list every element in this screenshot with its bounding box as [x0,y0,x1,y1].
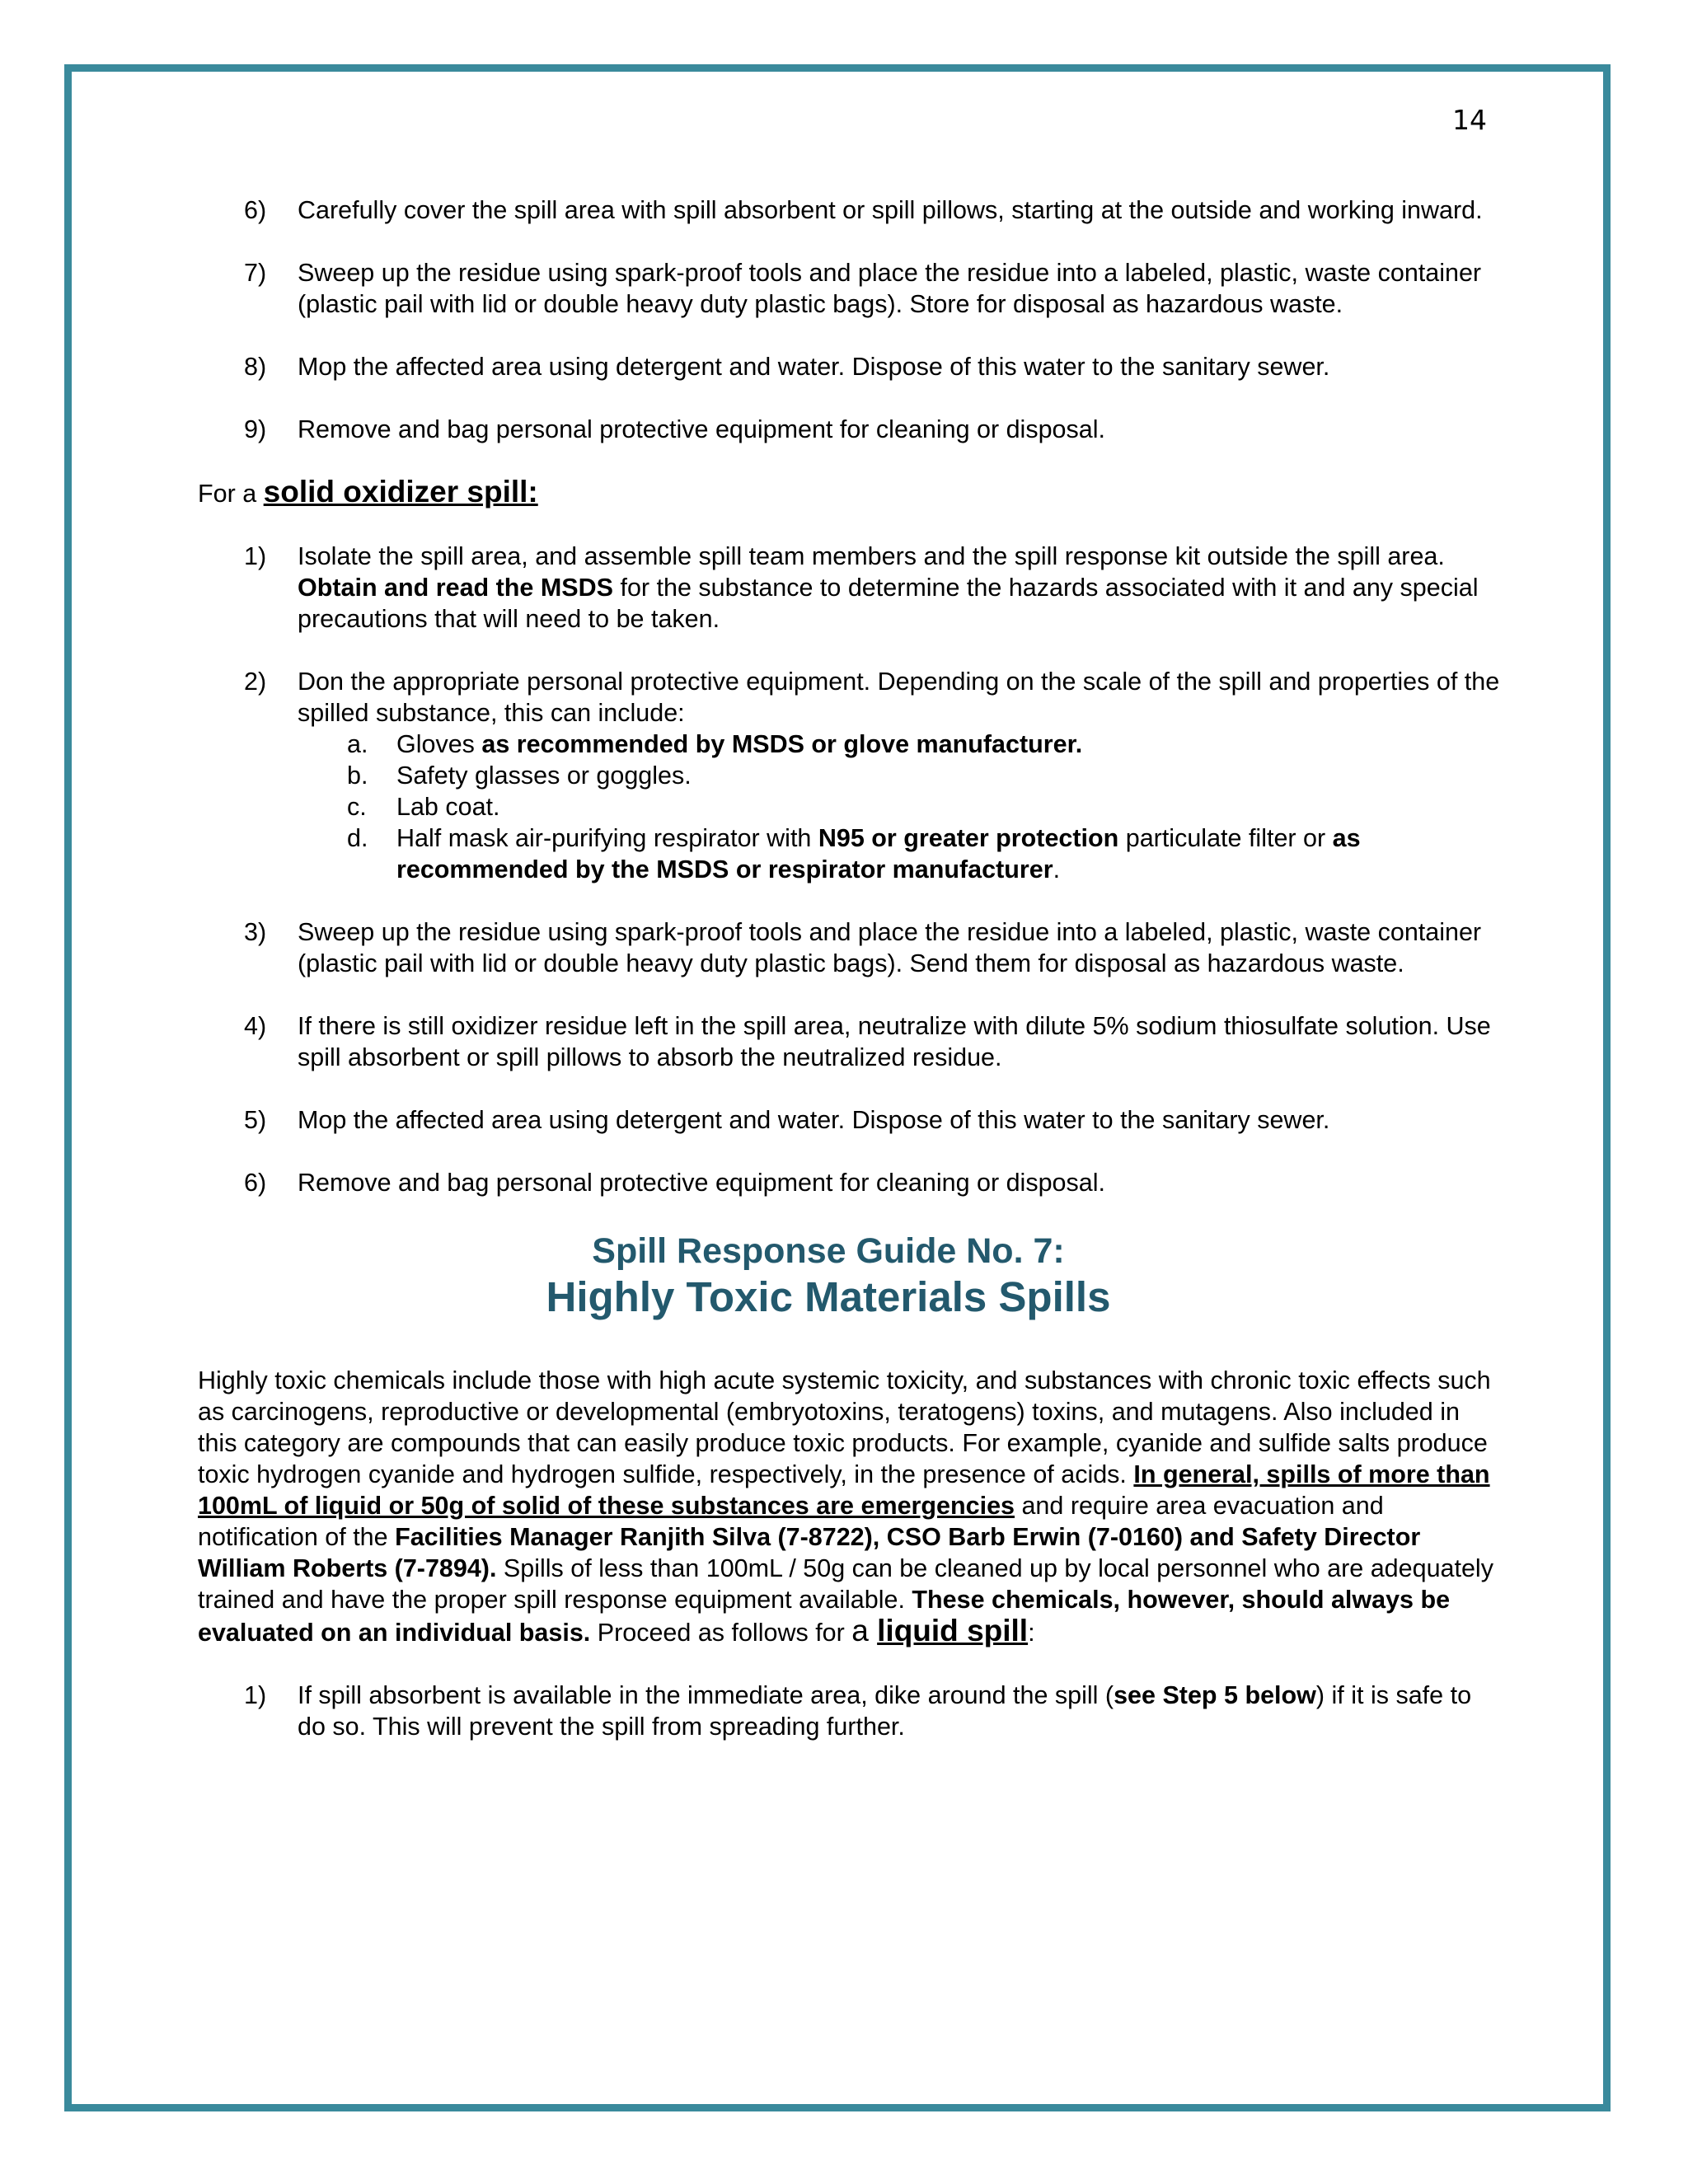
solid-oxidizer-spill-label: solid oxidizer spill: [263,475,538,509]
sublist-text: Lab coat. [396,793,500,821]
liquid-spill-steps [198,1680,1500,1742]
step-text: ) if it is safe to do so. This will prevent the spill from spreading further. [298,1681,1472,1741]
list-item [198,1010,1500,1073]
sublist-item [298,823,1500,885]
contacts-text: Facilities Manager Ranjith Silva (7-8722), CSO Barb Erwin (7-0160) and Safety Director William Roberts (7-7894). [198,1523,1421,1582]
sublist-text: Gloves [396,730,482,758]
step-text: Carefully cover the spill area with spill absorbent or spill pillows, starting at the outside and working inward. [298,196,1483,224]
sublist-item [298,729,1500,760]
step-number: 9) [244,415,267,443]
list-item [198,194,1500,226]
step-text: for the substance to determine the hazards associated with it and any special precautions that will need to be taken. [298,574,1479,633]
guide-title: Highly Toxic Materials Spills [546,1273,1111,1320]
list-item [198,1104,1500,1136]
sublist-text-bold: as recommended by MSDS or glove manufacturer. [481,730,1083,758]
emergency-threshold-text: In general, spills of more than 100mL of liquid or 50g of solid of these substances are emergencies [198,1460,1490,1520]
step-text: If spill absorbent is available in the immediate area, dike around the spill ( [298,1681,1114,1709]
sublist-letter: d. [347,824,368,852]
sublist-text-bold: N95 or greater protection [818,824,1119,852]
solid-oxidizer-steps [198,541,1500,1198]
page-number: 14 [1452,104,1487,136]
step-text: Remove and bag personal protective equipment for cleaning or disposal. [298,1169,1105,1197]
sublist-letter: b. [347,762,368,790]
step-text: Sweep up the residue using spark-proof tools and place the residue into a labeled, plastic, waste container (plastic pail with lid or double heavy duty plastic bags). Send them for disposal as hazardous waste. [298,918,1482,977]
step-text: Isolate the spill area, and assemble spill team members and the spill response kit outside the spill area. [298,542,1445,570]
paragraph-text: and require area evacuation and notification of the [198,1492,1384,1551]
step-number: 6) [244,1169,267,1197]
step-number: 3) [244,918,267,946]
sublist-item [298,760,1500,791]
paragraph-text: Spills of less than 100mL / 50g can be cleaned up by local personnel who are adequately trained and have the proper spill response equipment available. [198,1554,1493,1614]
step-number: 1) [244,1681,267,1709]
step-number: 5) [244,1106,267,1134]
toxic-materials-paragraph [198,1365,1500,1648]
step-text-bold: see Step 5 below [1114,1681,1316,1709]
list-item [198,1167,1500,1198]
sublist-text: Half mask air-purifying respirator with [396,824,818,852]
evaluation-note: These chemicals, however, should always be evaluated on an individual basis. [198,1586,1451,1647]
step-number: 7) [244,259,267,287]
list-item [198,541,1500,635]
step-text: Mop the affected area using detergent and water. Dispose of this water to the sanitary sewer. [298,353,1330,381]
ppe-sublist [298,729,1500,885]
step-text: Sweep up the residue using spark-proof tools and place the residue into a labeled, plastic, waste container (plastic pail with lid or double heavy duty plastic bags). Store for disposal as hazardous waste. [298,259,1482,318]
document-body [198,194,1500,1774]
sublist-text: Safety glasses or goggles. [396,762,692,790]
step-text-bold: Obtain and read the MSDS [298,574,613,602]
list-item [198,414,1500,445]
step-text: If there is still oxidizer residue left in the spill area, neutralize with dilute 5% sodium thiosulfate solution. Use spill absorbent or spill pillows to absorb the neutralized residue. [298,1012,1491,1071]
step-number: 8) [244,353,267,381]
list-item [198,351,1500,382]
list-item [198,916,1500,979]
paragraph-text: : [1028,1619,1035,1647]
step-number: 6) [244,196,267,224]
step-text: Mop the affected area using detergent and water. Dispose of this water to the sanitary sewer. [298,1106,1330,1134]
sublist-text: particulate filter or [1118,824,1333,852]
list-item [198,257,1500,320]
paragraph-text: Proceed as follows for [590,1619,852,1647]
sublist-letter: c. [347,793,367,821]
liquid-spill-label: liquid spill [877,1614,1029,1647]
cleanup-steps-continued [198,194,1500,445]
sublist-item [298,791,1500,823]
list-item [198,666,1500,885]
step-number: 4) [244,1012,267,1040]
sublist-letter: a. [347,730,368,758]
sublist-text: . [1053,855,1061,883]
step-number: 2) [244,668,267,696]
paragraph-text: a [851,1614,878,1647]
guide-number-title: Spill Response Guide No. 7: [592,1231,1065,1271]
step-text: Remove and bag personal protective equipment for cleaning or disposal. [298,415,1105,443]
paragraph-text: Highly toxic chemicals include those with high acute systemic toxicity, and substances with chronic toxic effects such as carcinogens, reproductive or developmental (embryotoxins, teratogens) toxins, and mutagens. Also included in this category are compounds that can easily produce toxic products. For example, cyanide and sulfide salts produce toxic hydrogen cyanide and hydrogen sulfide, respectively, in the presence of acids. [198,1366,1491,1488]
step-number: 1) [244,542,267,570]
step-text: Don the appropriate personal protective equipment. Depending on the scale of the spill and properties of the spilled substance, this can include: [298,668,1500,727]
list-item [198,1680,1500,1742]
intro-prefix: For a [198,480,264,508]
section-heading [198,1230,1500,1322]
solid-oxidizer-intro [198,476,1500,509]
sublist-text-bold: as recommended by the MSDS or respirator manufacturer [396,824,1361,883]
